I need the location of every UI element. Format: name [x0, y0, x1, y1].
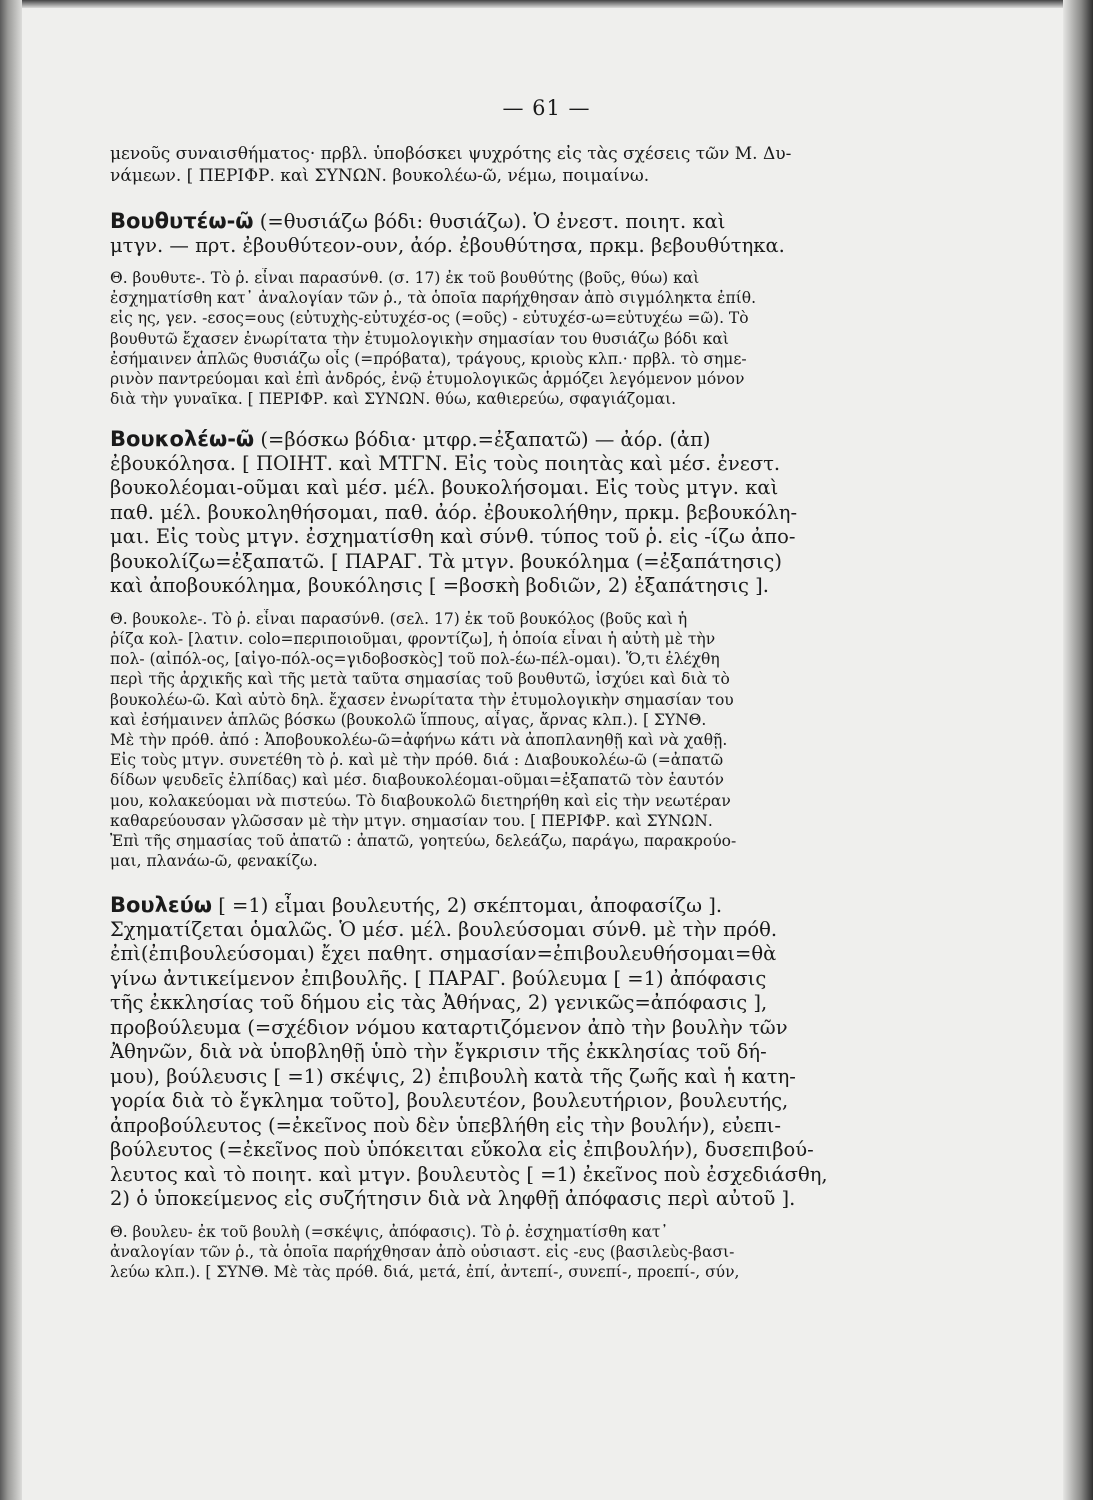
note-line: Εἰς τοὺς μτγν. συνετέθη τὸ ῥ. καὶ μὲ τὴν πρόθ. διά : Διαβουκολέω-ῶ (=ἀπατῶ [110, 751, 724, 770]
entry-bouleuo [110, 893, 955, 1212]
note-line: Ἐπὶ τῆς σημασίας τοῦ ἀπατῶ : ἀπατῶ, γοητεύω, δελεάζω, παράγω, παρακρούο- [110, 831, 737, 850]
entry-headline [110, 893, 955, 918]
page-number: — 61 — [502, 96, 591, 120]
note-line: μου, κολακεύομαι νὰ πιστεύω. Τὸ διαβουκολῶ διετηρήθη καὶ εἰς τὴν νεωτέραν [110, 791, 731, 810]
note-line: ἀναλογίαν τῶν ῥ., τὰ ὁποῖα παρήχθησαν ἀπὸ οὐσιαστ. εἰς -ευς (βασιλεὺς-βασι- [110, 1242, 735, 1261]
text-line: παθ. μέλ. βουκοληθήσομαι, παθ. ἀόρ. ἐβουκολήθην, πρκμ. βεβουκόλη- [110, 500, 798, 524]
text-line: 2) ὁ ὑποκείμενος εἰς συζήτησιν διὰ νὰ ληφθῇ ἀπόφασις περὶ αὐτοῦ ]. [110, 1187, 796, 1211]
text-line: βουκολίζω=ἐξαπατῶ. [ ΠΑΡΑΓ. Τὰ μτγν. βουκόλημα (=ἐξαπάτησις) [110, 549, 782, 573]
note-line: βουκολέω-ῶ. Καὶ αὐτὸ δηλ. ἔχασεν ἐνωρίτατα τὴν ἐτυμολογικὴν σημασίαν του [110, 690, 734, 709]
note-line: βουθυτῶ ἔχασεν ἐνωρίτατα τὴν ἐτυμολογικὴν σημασίαν του θυσιάζω βόδι καὶ [110, 329, 729, 348]
note-line: καὶ ἐσήμαινεν ἁπλῶς βόσκω (βουκολῶ ἵππους, αἶγας, ἄρνας κλπ.). [ ΣΥΝΘ. [110, 710, 707, 729]
lemma: Βουκολέω-ῶ [110, 427, 255, 452]
text-line: μενοῦς συναισθήματος· πρβλ. ὑποβόσκει ψυχρότης εἰς τὰς σχέσεις τῶν Μ. Δυ- [110, 144, 792, 164]
text-line: μου), βούλευσις [ =1) σκέψις, 2) ἐπιβουλὴ κατὰ τῆς ζωῆς καὶ ἡ κατη- [110, 1064, 796, 1088]
headline-text: (=βόσκω βόδια· μτφρ.=ἐξαπατῶ) — ἀόρ. (ἀπ) [254, 428, 711, 452]
note-line: Μὲ τὴν πρόθ. ἀπό : Ἀποβουκολέω-ῶ=ἀφήνω κάτι νὰ ἀποπλανηθῇ καὶ νὰ χαθῇ. [110, 730, 728, 749]
note-line: μαι, πλανάω-ῶ, φενακίζω. [110, 852, 318, 871]
note-line: Θ. βουλευ- ἐκ τοῦ βουλὴ (=σκέψις, ἀπόφασις). Τὸ ῥ. ἐσχηματίσθη κατ᾽ [110, 1222, 669, 1241]
note-line: καθαρεύουσαν γλῶσσαν μὲ τὴν μτγν. σημασίαν του. [ ΠΕΡΙΦΡ. καὶ ΣΥΝΩΝ. [110, 811, 713, 830]
headline-text: (=θυσιάζω βόδι: θυσιάζω). Ὁ ἐνεστ. ποιητ. καὶ [253, 210, 726, 233]
note-line: πολ- (αἰπόλ-ος, [αἰγο-πόλ-ος=γιδοβοσκὸς] τοῦ πολ-έω-πέλ-ομαι). Ὅ,τι ἐλέχθη [110, 650, 720, 669]
page-left-shadow [0, 0, 22, 1500]
entry-bouleuo-notes [110, 1222, 955, 1283]
note-line: ἐσχηματίσθη κατ᾽ ἀναλογίαν τῶν ῥ., τὰ ὁποῖα παρήχθησαν ἀπὸ σιγμόληκτα ἐπίθ. [110, 289, 757, 308]
entry-boukoleo [110, 427, 955, 599]
note-line: ῥίζα κολ- [λατιν. colo=περιποιοῦμαι, φροντίζω], ἡ ὁποία εἶναι ἡ αὐτὴ μὲ τὴν [110, 630, 716, 648]
note-line: ἐσήμαινεν ἁπλῶς θυσιάζω οἶς (=πρόβατα), τράγους, κριοὺς κλπ.· πρβλ. τὸ σημε- [110, 349, 747, 368]
lemma: Βουθυτέω-ῶ [110, 209, 254, 233]
dictionary-text [110, 143, 955, 1282]
text-line: νάμεων. [ ΠΕΡΙΦΡ. καὶ ΣΥΝΩΝ. βουκολέω-ῶ, νέμω, ποιμαίνω. [110, 166, 650, 186]
text-line: λευτος καὶ τὸ ποιητ. καὶ μτγν. βουλευτὸς [ =1) ἐκεῖνος ποὺ ἐσχεδιάσθη, [110, 1162, 828, 1186]
note-line: λεύω κλπ.). [ ΣΥΝΘ. Μὲ τὰς πρόθ. διά, μετά, ἐπί, ἀντεπί-, συνεπί-, προεπί-, σύν, [110, 1263, 740, 1282]
text-line: βούλευτος (=ἐκεῖνος ποὺ ὑπόκειται εὔκολα εἰς ἐπιβουλήν), δυσεπιβού- [110, 1138, 814, 1162]
text-line: ἐβουκόλησα. [ ΠΟΙΗΤ. καὶ ΜΤΓΝ. Εἰς τοὺς ποιητὰς καὶ μέσ. ἐνεστ. [110, 451, 781, 475]
note-line: εἰς ης, γεν. -εσος=ους (εὐτυχὴς-εὐτυχέσ-ος (=οῦς) - εὐτυχέσ-ω=εὐτυχέω =ῶ). Τὸ [110, 309, 749, 328]
entry-headline [110, 427, 955, 452]
text-line: μαι. Εἰς τοὺς μτγν. ἐσχηματίσθη καὶ σύνθ. τύπος τοῦ ῥ. εἰς -ίζω ἀπο- [110, 525, 796, 549]
text-line: Σχηματίζεται ὁμαλῶς. Ὁ μέσ. μέλ. βουλεύσομαι σύνθ. μὲ τὴν πρόθ. [110, 917, 778, 941]
text-line: γορία διὰ τὸ ἔγκλημα τοῦτο], βουλευτέον, βουλευτήριον, βουλευτής, [110, 1089, 789, 1113]
page-right-shadow [1063, 0, 1093, 1500]
note-line: περὶ τῆς ἀρχικῆς καὶ τῆς μετὰ ταῦτα σημασίας τοῦ βουθυτῶ, ἰσχύει καὶ διὰ τὸ [110, 670, 730, 689]
note-line: δίδων ψευδεῖς ἐλπίδας) καὶ μέσ. διαβουκολέομαι-οῦμαι=ἐξαπατῶ τὸν ἑαυτόν [110, 771, 724, 790]
text-line: καὶ ἀποβουκόλημα, βουκόλησις [ =βοσκὴ βοδιῶν, 2) ἐξαπάτησις ]. [110, 574, 769, 598]
intro-paragraph [110, 143, 955, 187]
headline-text: [ =1) εἶμαι βουλευτής, 2) σκέπτομαι, ἀποφασίζω ]. [212, 894, 723, 918]
text-line: βουκολέομαι-οῦμαι καὶ μέσ. μέλ. βουκολήσομαι. Εἰς τοὺς μτγν. καὶ [110, 476, 779, 500]
entry-boukoleo-notes [110, 609, 955, 871]
lemma: Βουλεύω [110, 893, 213, 918]
note-line: ρινὸν παντρεύομαι καὶ ἐπὶ ἀνδρός, ἐνῷ ἐτυμολογικῶς ἁρμόζει λεγόμενον μόνον [110, 369, 745, 388]
note-line: Θ. βουθυτε-. Τὸ ῥ. εἶναι παρασύνθ. (σ. 17) ἐκ τοῦ βουθύτης (βοῦς, θύω) καὶ [110, 269, 700, 287]
entry-headline [110, 209, 955, 234]
page-top-shadow [0, 0, 1093, 8]
note-line: Θ. βουκολε-. Τὸ ῥ. εἶναι παρασύνθ. (σελ. 17) ἐκ τοῦ βουκόλος (βοῦς καὶ ἡ [110, 609, 688, 628]
text-line: ἀπροβούλευτος (=ἐκεῖνος ποὺ δὲν ὑπεβλήθη εἰς τὴν βουλήν), εὐεπι- [110, 1113, 781, 1137]
text-line: τῆς ἐκκλησίας τοῦ δήμου εἰς τὰς Ἀθήνας, 2) γενικῶς=ἀπόφασις ], [110, 991, 768, 1015]
text-line: προβούλευμα (=σχέδιον νόμου καταρτιζόμενον ἀπὸ τὴν βουλὴν τῶν [110, 1015, 788, 1039]
entry-bouthyteo-notes [110, 268, 955, 409]
text-line: ἐπὶ(ἐπιβουλεύσομαι) ἔχει παθητ. σημασίαν=ἐπιβουλευθήσομαι=θὰ [110, 942, 777, 966]
text-line: μτγν. — πρτ. ἐβουθύτεον-ουν, ἀόρ. ἐβουθύτησα, πρκμ. βεβουθύτηκα. [110, 233, 785, 257]
text-line: γίνω ἀντικείμενον ἐπιβουλῆς. [ ΠΑΡΑΓ. βούλευμα [ =1) ἀπόφασις [110, 966, 767, 990]
note-line: διὰ τὴν γυναῖκα. [ ΠΕΡΙΦΡ. καὶ ΣΥΝΩΝ. θύω, καθιερεύω, σφαγιάζομαι. [110, 390, 677, 409]
text-line: Ἀθηνῶν, διὰ νὰ ὑποβληθῇ ὑπὸ τὴν ἔγκρισιν τῆς ἐκκλησίας τοῦ δή- [110, 1040, 767, 1064]
entry-bouthyteo [110, 209, 955, 258]
